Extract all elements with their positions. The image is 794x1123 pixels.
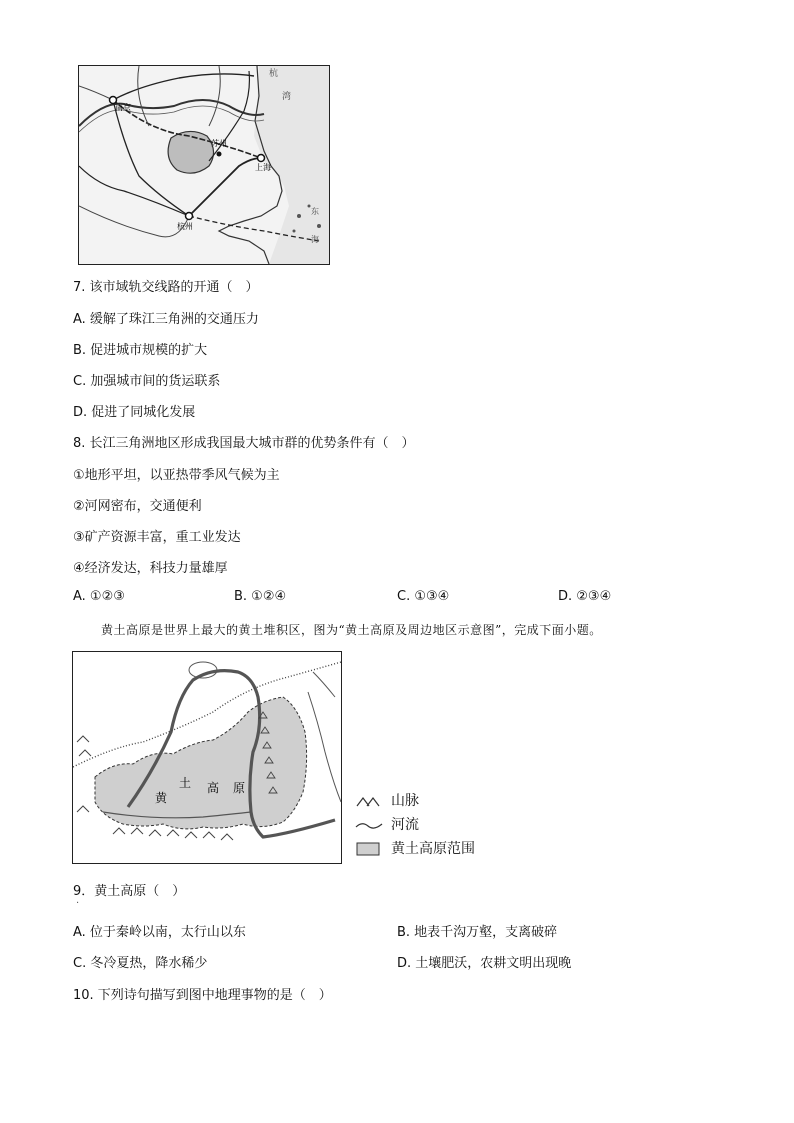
q8-statement-4: ④经济发达，科技力量雄厚: [73, 561, 228, 576]
q8-statement-1: ①地形平坦，以亚热带季风气候为主: [73, 468, 280, 483]
loess-intro: 黄土高原是世界上最大的黄土堆积区，图为“黄土高原及周边地区示意图”，完成下面小题。: [101, 623, 602, 637]
hai-char: 海: [311, 235, 319, 244]
q8-option-c[interactable]: C. ①③④: [397, 589, 450, 604]
plateau-swatch-icon: [355, 842, 383, 856]
yangtze-delta-map-drawing: [79, 66, 329, 264]
shanghai-marker: [258, 155, 265, 162]
q8-option-d[interactable]: D. ②③④: [558, 589, 612, 604]
nanjing-label: 南京: [115, 103, 131, 112]
q7-stem: 7. 该市域轨交线路的开通（ ）: [73, 280, 259, 295]
q8-statement-3: ③矿产资源丰富，重工业发达: [73, 530, 241, 545]
shanghai-label: 上海: [255, 163, 271, 172]
legend-plateau-label: 黄土高原范围: [391, 841, 475, 857]
legend-plateau: [355, 838, 475, 858]
loess-plateau-map-drawing: [73, 652, 341, 863]
legend-river-label: 河流: [391, 817, 419, 833]
hang-char: 杭: [269, 69, 279, 79]
plateau-char-yuan: 原: [233, 781, 246, 795]
hangzhou-label: 杭州: [177, 222, 193, 231]
q9-option-a[interactable]: A. 位于秦岭以南，太行山以东: [73, 925, 246, 940]
mountain-icon: [355, 794, 383, 808]
q9-option-b[interactable]: B. 地表千沟万壑，支离破碎: [397, 925, 558, 940]
q8-stem: 8. 长江三角洲地区形成我国最大城市群的优势条件有（ ）: [73, 436, 415, 451]
legend-mountain-label: 山脉: [391, 793, 419, 809]
q8-statement-2: ②河网密布，交通便利: [73, 499, 202, 514]
q7-option-c[interactable]: C. 加强城市间的货运联系: [73, 374, 221, 389]
q7-option-a[interactable]: A. 缓解了珠江三角洲的交通压力: [73, 312, 259, 327]
loess-plateau-map: [72, 651, 342, 864]
suzhou-label: 苏州: [211, 139, 227, 148]
q9-stem: 9．黄土高原（ ）: [73, 884, 186, 899]
wan-char: 湾: [282, 92, 292, 102]
plateau-char-tu: 土: [179, 776, 192, 790]
q8-option-b[interactable]: B. ①②④: [234, 589, 287, 604]
suzhou-marker: [217, 152, 222, 157]
q8-option-a[interactable]: A. ①②③: [73, 589, 125, 604]
q10-stem: 10. 下列诗句描写到图中地理事物的是（ ）: [73, 988, 332, 1003]
river-icon: [355, 818, 383, 832]
legend-mountain: [355, 790, 419, 810]
plateau-char-gao: 高: [207, 781, 220, 795]
q9-option-c[interactable]: C. 冬冷夏热，降水稀少: [73, 956, 208, 971]
q9-option-d[interactable]: D. 土壤肥沃，农耕文明出现晚: [397, 956, 572, 971]
q7-option-d[interactable]: D. 促进了同城化发展: [73, 405, 196, 420]
plateau-char-huang: 黄: [155, 791, 168, 805]
hangzhou-marker: [186, 213, 193, 220]
yangtze-delta-map: [78, 65, 330, 265]
dong-char: 东: [311, 207, 319, 216]
legend-river: [355, 814, 419, 834]
q7-option-b[interactable]: B. 促进城市规模的扩大: [73, 343, 208, 358]
q9-dot: ·: [76, 898, 80, 909]
